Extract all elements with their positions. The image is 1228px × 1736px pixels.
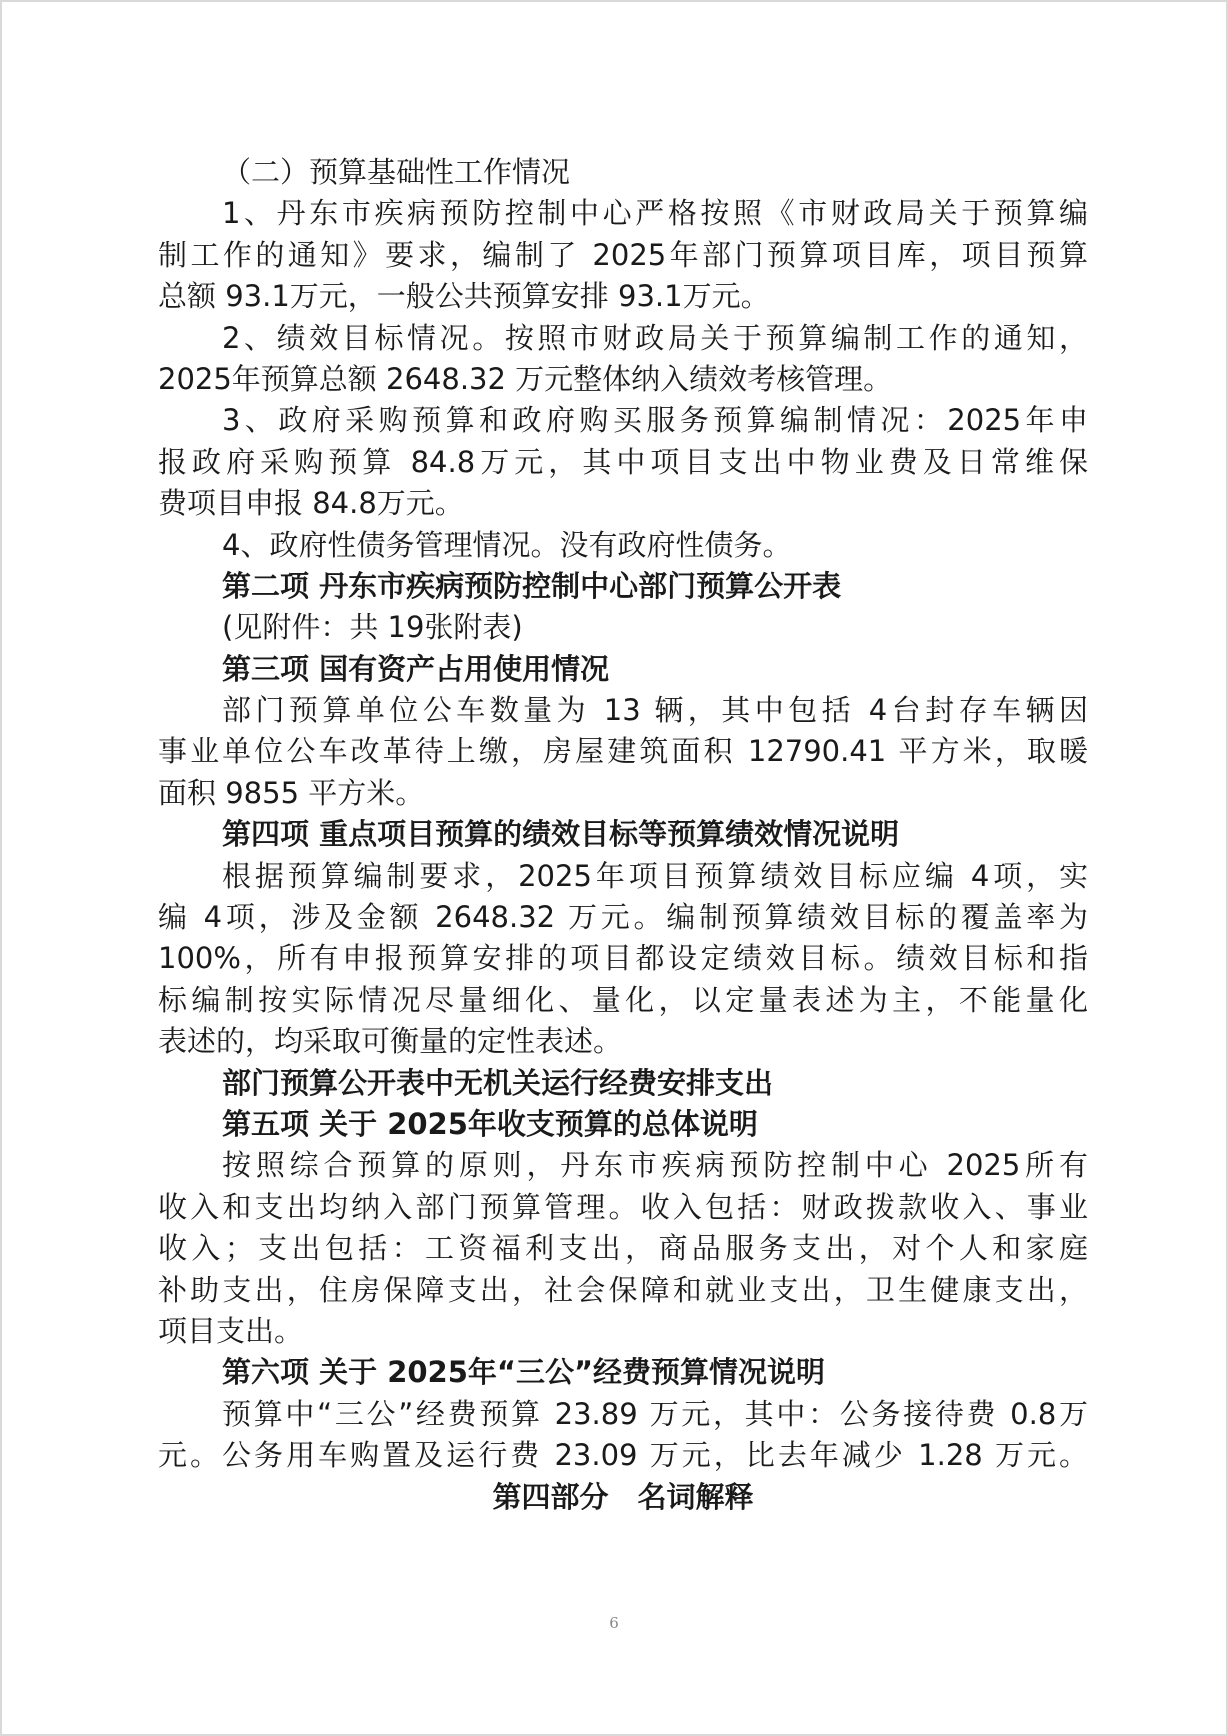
text-line: 1、丹东市疾病预防控制中心严格按照《市财政局关于预算编 (222, 196, 1088, 231)
section-heading: 第三项 国有资产占用使用情况 (222, 651, 610, 686)
section-heading: 第六项 关于 2025年“三公”经费预算情况说明 (222, 1355, 826, 1390)
section-heading: 第二项 丹东市疾病预防控制中心部门预算公开表 (222, 568, 842, 603)
text-line: 按照综合预算的原则，丹东市疾病预防控制中心 2025所有 (222, 1148, 1088, 1183)
text-line: 表述的，均采取可衡量的定性表述。 (158, 1024, 623, 1059)
text-line: 4、政府性债务管理情况。没有政府性债务。 (222, 527, 792, 562)
text-line: 总额 93.1万元，一般公共预算安排 93.1万元。 (158, 279, 770, 314)
text-line: 收入；支出包括：工资福利支出，商品服务支出，对个人和家庭 (158, 1231, 1088, 1266)
text-line: 标编制按实际情况尽量细化、量化，以定量表述为主，不能量化 (158, 982, 1088, 1017)
text-line: 元。公务用车购置及运行费 23.09 万元，比去年减少 1.28 万元。 (158, 1438, 1088, 1473)
text-line: 编 4项，涉及金额 2648.32 万元。编制预算绩效目标的覆盖率为 (158, 900, 1088, 935)
text-line: 费项目申报 84.8万元。 (158, 486, 464, 521)
section-heading: 第五项 关于 2025年收支预算的总体说明 (222, 1106, 758, 1141)
section-heading: 第四项 重点项目预算的绩效目标等预算绩效情况说明 (222, 817, 900, 852)
text-line: 2025年预算总额 2648.32 万元整体纳入绩效考核管理。 (158, 361, 893, 396)
text-line: 部门预算单位公车数量为 13 辆，其中包括 4台封存车辆因 (222, 693, 1088, 728)
text-line: （二）预算基础性工作情况 (222, 155, 571, 189)
text-line: (见附件：共 19张附表) (222, 610, 523, 645)
section-heading: 第四部分 名词解释 (492, 1479, 754, 1514)
document-body (158, 152, 1088, 1518)
text-line: 2、绩效目标情况。按照市财政局关于预算编制工作的通知， (222, 320, 1088, 355)
text-line: 根据预算编制要求，2025年项目预算绩效目标应编 4项，实 (222, 858, 1088, 893)
text-line: 制工作的通知》要求，编制了 2025年部门预算项目库，项目预算 (158, 237, 1088, 272)
text-line: 面积 9855 平方米。 (158, 775, 425, 810)
text-line: 3、政府采购预算和政府购买服务预算编制情况：2025年申 (222, 403, 1088, 438)
text-line: 100%，所有申报预算安排的项目都设定绩效目标。绩效目标和指 (158, 941, 1088, 976)
text-line: 预算中“三公”经费预算 23.89 万元，其中：公务接待费 0.8万 (222, 1396, 1088, 1431)
text-line: 事业单位公车改革待上缴，房屋建筑面积 12790.41 平方米，取暖 (158, 734, 1088, 769)
text-line: 收入和支出均纳入部门预算管理。收入包括：财政拨款收入、事业 (158, 1189, 1088, 1224)
page-number: 6 (609, 1614, 619, 1632)
text-line: 报政府采购预算 84.8万元，其中项目支出中物业费及日常维保 (158, 444, 1088, 479)
section-heading: 部门预算公开表中无机关运行经费安排支出 (222, 1065, 774, 1100)
text-line: 补助支出，住房保障支出，社会保障和就业支出，卫生健康支出， (158, 1272, 1088, 1307)
text-line: 项目支出。 (158, 1313, 304, 1348)
